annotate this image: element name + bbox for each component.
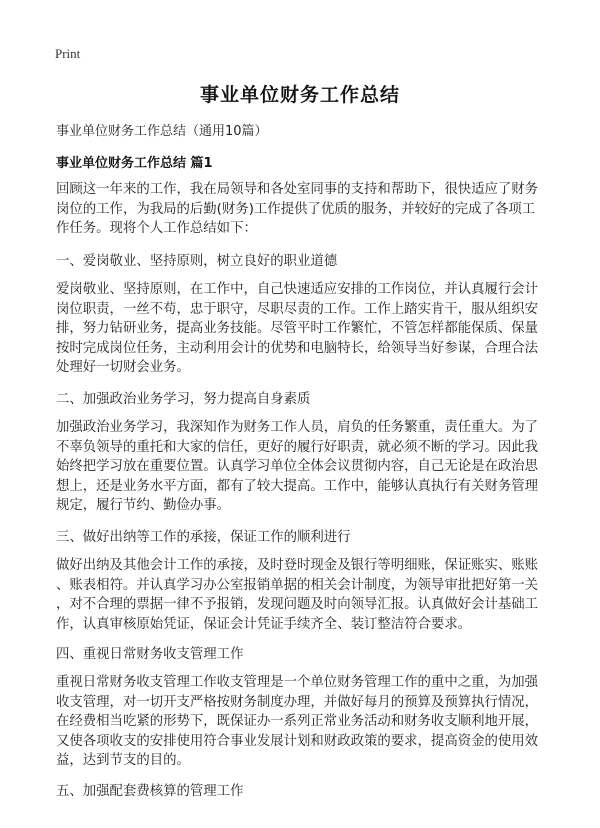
section-title-5: 五、加强配套费核算的管理工作 <box>56 784 244 799</box>
paragraph-line: 不辜负领导的重托和大家的信任，更好的履行好职责，就必须不断的学习。因此我 <box>56 439 539 455</box>
paragraph-line: 岗位职责，一丝不苟，忠于职守，尽职尽责的工作。工作上踏实肯干，服从组织安 <box>56 301 539 317</box>
paragraph-line: 做好出纳及其他会计工作的承接，及时登时现金及银行等明细账，保证账实、账账 <box>56 558 539 573</box>
paragraph-line: 益，达到节支的目的。 <box>56 753 190 768</box>
print-link[interactable]: Print <box>55 46 81 61</box>
paragraph-line: 处理好一切财会业务。 <box>56 360 190 375</box>
paragraph-line: 始终把学习放在重要位置。认真学习单位全体会议贯彻内容，自己无论是在政治思 <box>56 459 539 474</box>
paragraph-line: 回顾这一年来的工作，我在局领导和各处室同事的支持和帮助下，很快适应了财务 <box>56 182 539 197</box>
paragraph-line: 收支管理，对一切开支严格按财务制度办理，并做好每月的预算及预算执行情况， <box>56 694 539 710</box>
paragraph-line: 排，努力钻研业务，提高业务技能。尽管平时工作繁忙，不管怎样都能保质、保量 <box>56 321 539 336</box>
paragraph-line: 加强政治业务学习，我深知作为财务工作人员，肩负的任务繁重，责任重大。为了 <box>56 420 539 435</box>
section-paragraph-1 <box>56 280 552 378</box>
paragraph-line: ，对不合理的票据一律不予报销，发现问题及时向领导汇报。认真做好会计基础工 <box>56 597 539 612</box>
paragraph-line: 作，认真审核原始凭证，保证会计凭证手续齐全、装订整洁符合要求。 <box>56 616 472 632</box>
document-subtitle: 事业单位财务工作总结（通用10篇） <box>56 124 268 139</box>
section-title-4: 四、重视日常财务收支管理工作 <box>56 647 244 662</box>
paragraph-line: 、账表相符。并认真学习办公室报销单据的相关会计制度，为领导审批把好第一关 <box>56 577 539 593</box>
intro-paragraph <box>56 180 552 239</box>
paragraph-line: 规定，履行节约、勤俭办事。 <box>56 498 231 513</box>
paragraph-line: 作任务。现将个人工作总结如下： <box>56 221 257 236</box>
section-title-2: 二、加强政治业务学习，努力提高自身素质 <box>56 392 311 407</box>
paragraph-line: 在经费相当吃紧的形势下，既保证办一系列正常业务活动和财务收支顺利地开展， <box>56 714 539 729</box>
document-title: 事业单位财务工作总结 <box>199 84 400 106</box>
paragraph-line: 按时完成岗位任务，主动利用会计的优势和电脑特长，给领导当好参谋，合理合法 <box>56 340 539 356</box>
paragraph-line: 想上，还是业务水平方面，都有了较大提高。工作中，能够认真执行有关财务管理 <box>56 478 539 494</box>
section-title-3: 三、做好出纳等工作的承接，保证工作的顺利进行 <box>56 530 351 545</box>
section-paragraph-4 <box>56 673 552 771</box>
section-paragraph-2 <box>56 418 552 516</box>
paragraph-line: 岗位的工作，为我局的后勤(财务)工作提供了优质的服务，并较好的完成了各项工 <box>56 201 536 217</box>
section-paragraph-3 <box>56 556 552 634</box>
section-title-1: 一、爱岗敬业、坚持原则，树立良好的职业道德 <box>56 254 338 269</box>
paragraph-line: 又使各项收支的安排使用符合事业发展计划和财政政策的要求，提高资金的使用效 <box>56 733 539 749</box>
paragraph-line: 重视日常财务收支管理工作收支管理是一个单位财务管理工作的重中之重，为加强 <box>56 675 539 690</box>
paragraph-line: 爱岗敬业、坚持原则，在工作中，自己快速适应安排的工作岗位，并认真履行会计 <box>56 282 539 297</box>
article-heading: 事业单位财务工作总结 篇1 <box>56 156 213 171</box>
